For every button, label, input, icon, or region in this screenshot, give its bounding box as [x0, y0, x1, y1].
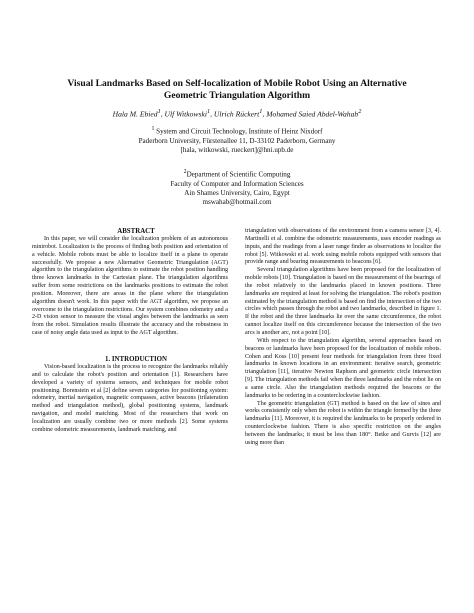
- title-line-1: Visual Landmarks Based on Self-localization of Mobile Robot Using an Alternative: [67, 78, 407, 89]
- abstract-text: In this paper, we will consider the localization problem of an autonomous minirobot. Localization is the process of finding both position and orientation of a vehicle. Mobile robots must be able to localize itself in a plane to operate successfully. We propose a new Alternative Geometric Triangulation (AGT) algorithm to the triangulation algorithms to estimate the robot position handling three known landmarks in the Cartesian plane. The triangulation algorithms suffer from some restrictions on the landmarks positions to estimate the robot position. Moreover, there are areas in the plane where the triangulation algorithm doesn't work. In this paper with the AGT algorithm, we propose an overcome to the triangulation restrictions. Our system combines odometry and a 2-D vision sensor to measure the visual angles between the landmarks as seen from the robot. Simulation results illustrate the accuracy and the robustness in case of noisy angle data used as input to the AGT algorithm.: [32, 236, 228, 337]
- title-line-2: Geometric Triangulation Algorithm: [163, 89, 311, 101]
- affiliation-1-mark: 1: [151, 126, 155, 132]
- abstract-heading: ABSTRACT: [117, 228, 155, 235]
- affiliation-2-department: Department of Scientific Computing: [186, 170, 291, 179]
- affiliation-1-address: Paderborn University, Fürstenallee 11, D-33102 Paderborn, Germany: [138, 136, 336, 145]
- affiliation-2: [80, 168, 394, 207]
- author-1: Hala M. Ebied: [112, 109, 158, 119]
- right-column: [245, 228, 441, 448]
- author-2-affiliation-mark: 1: [206, 108, 211, 115]
- body-paragraph: The geometric triangulation (GT) method is based on the law of sines and works consistently only when the robot is within the triangle formed by the three landmarks [11]. Moreover, it is required the landmarks to be properly ordered in counterclockwise fashion. There is also specific restriction on the angles between the landmarks; it must be less than 180°. Betke and Gurvis [12] are using more than: [245, 400, 441, 446]
- body-paragraph: Several triangulation algorithms have been proposed for the localization of mobile robots [10]. Triangulation is based on the measurement of the bearings of the robot relatively to the landmarks placed in known positions. Three landmarks are required at least for solving the triangulation. The robot's position estimated by the triangulation method is based on find the intersection of the two circles which passes through the robot and two landmarks, described in figure 1. If the robot and the three landmarks lie over the same circumference, the robot cannot localize itself on this circumference because the intersection of the two arcs is another arc, not a point [10].: [245, 267, 441, 336]
- affiliation-2-mark: 2: [183, 169, 187, 175]
- introduction-text: Vision-based localization is the process to recognize the landmarks reliably and to calculate the robot's position and orientation [1]. Researchers have developed a variety of systems sensors, and techniques for mobile robot positioning. Borenstein et al [2] define seven categories for positioning system: odometry, inertial navigation, magnetic compasses, active beacons (trilateration method and triangulation method), global positioning systems, landmark navigation, and model matching. Most of the researchers that work on localization are usually combine two or more methods [2]. Some systems combine odometric measurements, landmark matching, and: [32, 363, 228, 433]
- author-1-affiliation-mark: 1: [157, 108, 161, 115]
- affiliation-1-email: [hala, witkowski, rueckert]@hni.upb.de: [180, 145, 294, 154]
- author-3-affiliation-mark: 1: [259, 108, 263, 115]
- paper-title: [38, 78, 436, 101]
- left-column: [32, 228, 228, 435]
- author-3: Ulrich Rückert: [213, 109, 260, 119]
- affiliation-1-institute: System and Circuit Technology, Institute of Heinz Nixdorf: [154, 127, 323, 136]
- body-paragraph: triangulation with observations of the environment from a camera sensor [3, 4]. Martinelli et al. combine the odometric measurements, uses encoder readings as inputs, and the readings from a laser range finder as observations to localize the robot [5]. Witkowski et al. work using mobile robots equipped with sensors that provide range and bearing measurements to beacons [6].: [245, 228, 441, 266]
- body-paragraph: With respect to the triangulation algorithm, several approaches based on beacons or landmarks have been proposed for the localization of mobile robots. Cohen and Koss [10] present four methods for triangulation from three fixed landmarks in known locations in an environment: iterative search, geometric triangulation [11], iterative Newton Raphson and geometric circle intersection [9]. The triangulation methods fail when the three landmarks and the robot lie on a same circle. Also the triangulation methods required the beacons or the landmarks to be ordering in a counterclockwise fashion.: [245, 337, 441, 399]
- affiliation-2-email: mswahab@hotmail.com: [202, 197, 272, 206]
- affiliation-1: [80, 125, 394, 155]
- affiliation-2-university: Ain Shames University, Cairo, Egypt: [184, 188, 290, 197]
- affiliation-2-faculty: Faculty of Computer and Information Sciences: [170, 179, 304, 188]
- author-4: Mohamed Saied Abdel-Wahab: [266, 109, 359, 119]
- author-list: Hala M. Ebied$^1$, Ulf Witkowski$^1$, Ulrich Rückert$^1$, Mohamed Saied Abdel-Wahab$^2$: [112, 108, 362, 119]
- introduction-heading: 1. INTRODUCTION: [104, 355, 168, 363]
- author-2: Ulf Witkowski: [164, 109, 207, 119]
- author-4-affiliation-mark: 2: [358, 108, 362, 115]
